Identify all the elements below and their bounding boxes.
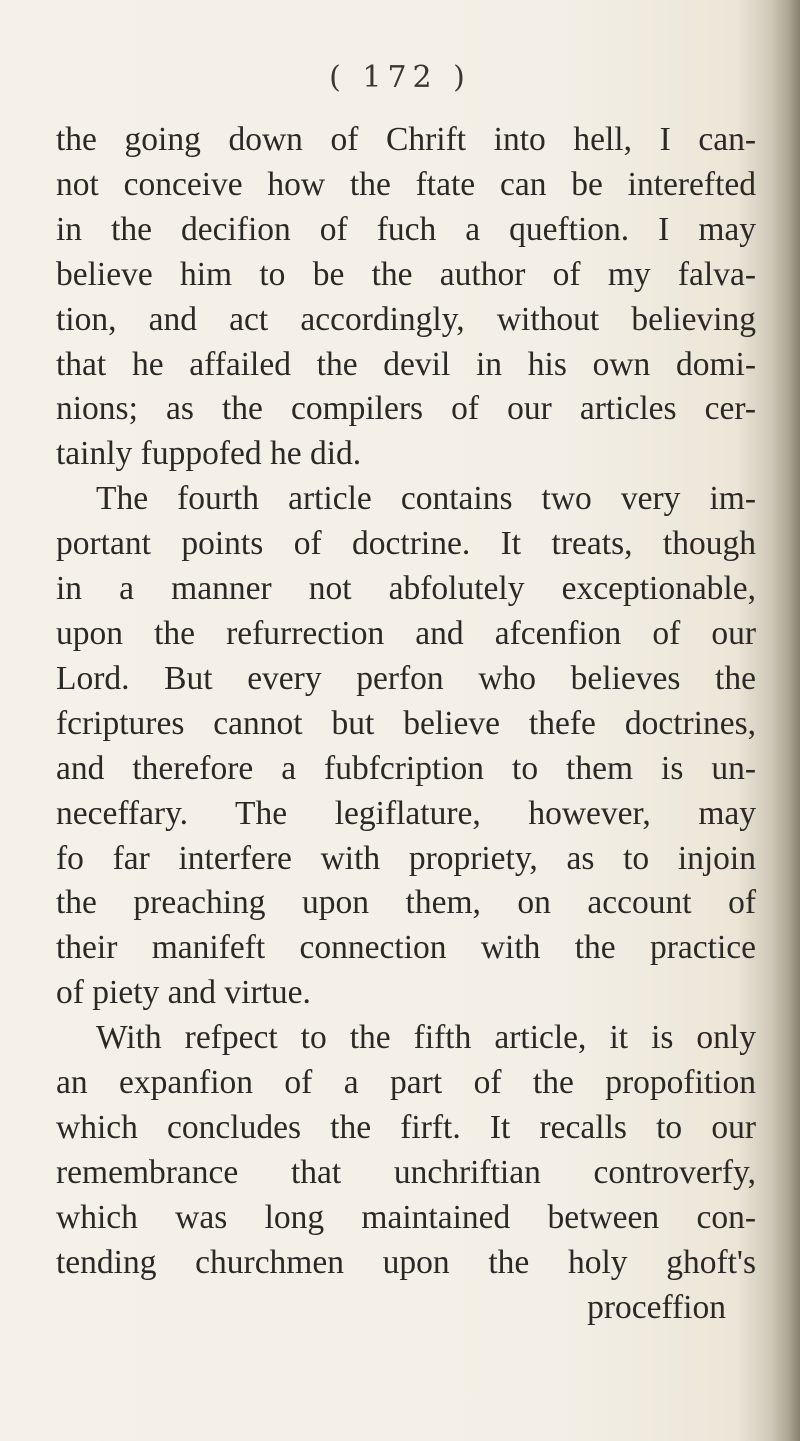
text-line: fo far interfere with propriety, as to injoin <box>56 839 756 877</box>
text-line: in a manner not abfolutely exceptionable, <box>56 570 756 608</box>
text-line: their manifeft connection with the practice <box>56 929 756 967</box>
page-number: ( 172 ) <box>329 60 471 95</box>
text-line: upon the refurrection and afcenfion of our <box>56 614 756 652</box>
text-line: of piety and virtue. <box>56 974 311 1012</box>
text-line: and therefore a fubfcription to them is un- <box>56 749 756 787</box>
text-line: With refpect to the fifth article, it is only <box>96 1019 756 1057</box>
text-line: tainly fuppofed he did. <box>56 435 362 473</box>
text-line: remembrance that unchriftian controverfy, <box>56 1153 756 1191</box>
text-line: not conceive how the ftate can be interefted <box>56 165 756 203</box>
text-line: fcriptures cannot but believe thefe doctrines, <box>56 704 756 742</box>
text-line: portant points of doctrine. It treats, though <box>56 525 756 563</box>
text-line: neceffary. The legiflature, however, may <box>56 794 756 832</box>
text-line: the preaching upon them, on account of <box>56 884 756 922</box>
text-line: The fourth article contains two very im- <box>96 480 756 518</box>
text-line: tion, and act accordingly, without believing <box>56 300 756 338</box>
text-line: an expanfion of a part of the propofition <box>56 1064 756 1102</box>
text-line: that he affailed the devil in his own domi- <box>56 345 756 383</box>
body-text <box>56 118 756 1330</box>
text-line: which was long maintained between con- <box>56 1198 756 1236</box>
text-line: believe him to be the author of my falva- <box>56 255 756 293</box>
text-line: which concludes the firft. It recalls to our <box>56 1108 756 1146</box>
text-line: tending churchmen upon the holy ghoft's <box>56 1243 756 1281</box>
text-line: Lord. But every perfon who believes the <box>56 659 756 697</box>
text-line: the going down of Chrift into hell, I can- <box>56 121 756 158</box>
page-edge-shadow <box>770 0 800 1441</box>
text-line: nions; as the compilers of our articles cer- <box>56 390 756 428</box>
text-line: in the decifion of fuch a queftion. I may <box>56 210 756 248</box>
catchword: proceffion <box>587 1288 726 1326</box>
